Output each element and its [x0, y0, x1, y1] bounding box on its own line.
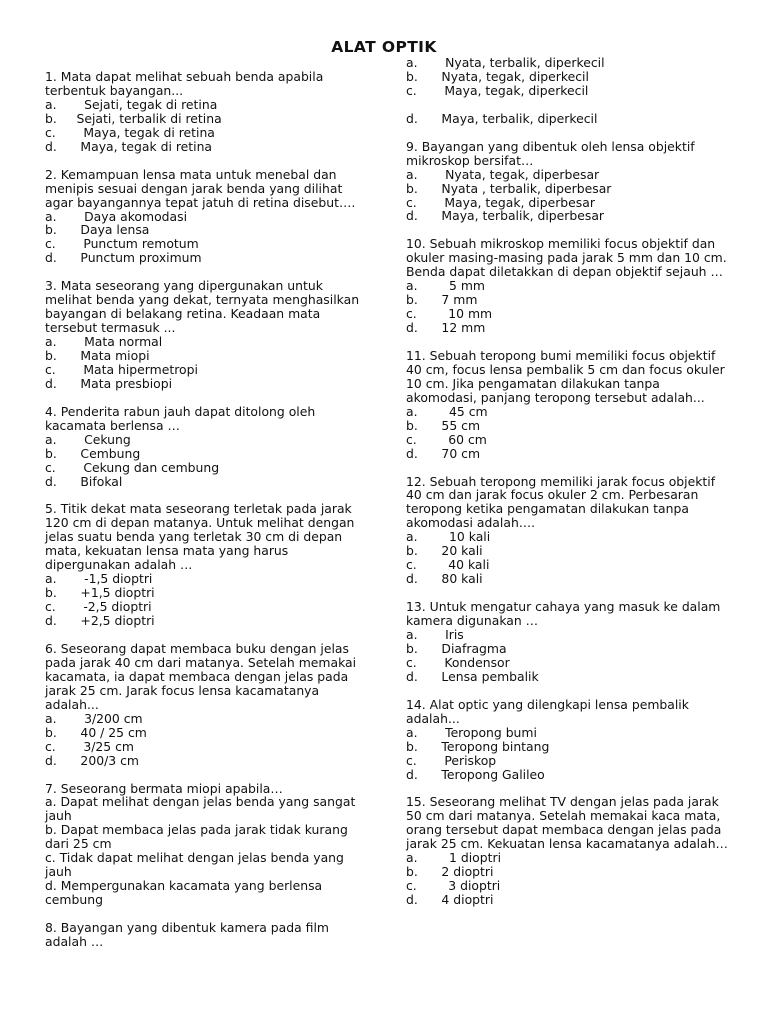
option-c: c. 60 cm	[406, 431, 487, 447]
question-6	[45, 642, 368, 768]
question-1	[45, 70, 368, 154]
question-8	[45, 921, 368, 949]
option-c: c. 10 mm	[406, 306, 493, 322]
option-d: d. Maya, terbalik, diperkecil	[406, 110, 598, 126]
option-d: d. Maya, tegak di retina	[45, 138, 213, 154]
option-c: c. Maya, tegak, diperbesar	[406, 194, 595, 210]
option-d: d. 4 dioptri	[406, 892, 494, 908]
option-b: b. 7 mm	[406, 292, 478, 308]
option-d: d. Bifokal	[45, 473, 123, 489]
question-14	[406, 698, 728, 782]
option-d: d. Lensa pembalik	[406, 668, 539, 684]
question-stem: 6. Seseorang dapat membaca buku dengan jelas pada jarak 40 cm dari matanya. Setelah memakai kacamata, ia dapat membaca dengan jelas pada jarak 25 cm. Jarak focus lensa kacamatanya adalah...	[45, 641, 357, 712]
option-a: a. 10 kali	[406, 529, 491, 545]
option-b: b. Sejati, terbalik di retina	[45, 110, 222, 126]
option-b: b. 40 / 25 cm	[45, 724, 147, 740]
option-d: d. Maya, terbalik, diperbesar	[406, 208, 605, 224]
option-b: b. Nyata , terbalik, diperbesar	[406, 180, 612, 196]
question-15	[406, 795, 728, 907]
option-c: c. Periskop	[406, 752, 497, 768]
option-b: b. Daya lensa	[45, 222, 150, 238]
option-a: a. Cekung	[45, 431, 131, 447]
option-d: d. Teropong Galileo	[406, 766, 545, 782]
question-stem: 12. Sebuah teropong memiliki jarak focus objektif 40 cm dan jarak focus okuler 2 cm. Perbesaran teropong ketika pengamatan dilakukan tanpa akomodasi adalah….	[406, 473, 716, 531]
option-a: a. Iris	[406, 626, 464, 642]
option-b: b. Nyata, tegak, diperkecil	[406, 68, 589, 84]
option-b: b. Diafragma	[406, 640, 507, 656]
option-b: b. 55 cm	[406, 417, 481, 433]
option-a: a. -1,5 dioptri	[45, 571, 153, 587]
question-11	[406, 349, 728, 461]
option-d: d. 200/3 cm	[45, 752, 139, 768]
option-a: a. Nyata, terbalik, diperkecil	[406, 55, 605, 70]
question-stem: 8. Bayangan yang dibentuk kamera pada film adalah …	[45, 920, 329, 949]
question-8-options	[406, 56, 728, 126]
option-c: c. Kondensor	[406, 654, 510, 670]
option-a: a. Mata normal	[45, 334, 163, 350]
option-c: c. Tidak dapat melihat dengan jelas benda yang jauh	[45, 850, 344, 880]
option-b: b. Cembung	[45, 445, 141, 461]
option-b: b. 20 kali	[406, 543, 483, 559]
question-4	[45, 405, 368, 489]
option-d: d. Punctum proximum	[45, 250, 202, 266]
left-column	[45, 70, 368, 963]
option-d: d. Mata presbiopi	[45, 375, 173, 391]
option-a: a. 1 dioptri	[406, 850, 502, 866]
option-a: a. Teropong bumi	[406, 724, 537, 740]
question-2	[45, 168, 368, 266]
option-a: a. Daya akomodasi	[45, 208, 188, 224]
option-a: a. Dapat melihat dengan jelas benda yang sangat jauh	[45, 794, 356, 824]
question-stem: 7. Seseorang bermata miopi apabila…	[45, 780, 283, 796]
option-c: c. Punctum remotum	[45, 236, 199, 252]
question-13	[406, 600, 728, 684]
question-stem: 13. Untuk mengatur cahaya yang masuk ke dalam kamera digunakan …	[406, 599, 721, 629]
option-c: c. 3/25 cm	[45, 738, 134, 754]
option-b: b. Teropong bintang	[406, 738, 550, 754]
question-stem: 15. Seseorang melihat TV dengan jelas pada jarak 50 cm dari matanya. Setelah memakai kaca mata, orang tersebut dapat membaca dengan jelas pada jarak 25 cm. Kekuatan lensa kacamatanya adalah…	[406, 794, 728, 852]
option-d: d. Mempergunakan kacamata yang berlensa cembung	[45, 878, 323, 908]
question-stem: 11. Sebuah teropong bumi memiliki focus objektif 40 cm, focus lensa pembalik 5 cm dan focus okuler 10 cm. Jika pengamatan dilakukan tanpa akomodasi, panjang teropong tersebut adalah...	[406, 347, 725, 405]
question-7	[45, 782, 368, 908]
option-c: c. Maya, tegak di retina	[45, 124, 215, 140]
option-a: a. Sejati, tegak di retina	[45, 96, 218, 112]
option-c: c. -2,5 dioptri	[45, 599, 152, 615]
question-12	[406, 475, 728, 587]
question-stem: 3. Mata seseorang yang dipergunakan untuk melihat benda yang dekat, ternyata menghasilkan bayangan di belakang retina. Keadaan mata tersebut termasuk ...	[45, 278, 360, 336]
question-stem: 5. Titik dekat mata seseorang terletak pada jarak 120 cm di depan matanya. Untuk melihat dengan jelas suatu benda yang terletak 30 cm di depan mata, kekuatan lensa mata yang harus dipergunakan adalah …	[45, 501, 355, 573]
option-b: b. Mata miopi	[45, 348, 150, 364]
question-stem: 10. Sebuah mikroskop memiliki focus objektif dan okuler masing-masing pada jarak 5 mm dan 10 cm. Benda dapat diletakkan di depan objektif sejauh …	[406, 236, 727, 280]
option-a: a. 45 cm	[406, 403, 488, 419]
option-d: d. +2,5 dioptri	[45, 613, 155, 629]
page-title: ALAT OPTIK	[331, 38, 437, 56]
question-9	[406, 140, 728, 224]
question-stem: 14. Alat optic yang dilengkapi lensa pembalik adalah...	[406, 696, 689, 726]
question-5	[45, 502, 368, 628]
option-b: b. Dapat membaca jelas pada jarak tidak kurang dari 25 cm	[45, 822, 348, 852]
question-stem: 4. Penderita rabun jauh dapat ditolong oleh kacamata berlensa …	[45, 403, 316, 433]
question-stem: 1. Mata dapat melihat sebuah benda apabila terbentuk bayangan...	[45, 69, 324, 98]
question-stem: 2. Kemampuan lensa mata untuk menebal dan menipis sesuai dengan jarak benda yang dilihat agar bayangannya tepat jatuh di retina disebut….	[45, 166, 356, 210]
option-d: d. 70 cm	[406, 445, 481, 461]
option-b: b. 2 dioptri	[406, 864, 494, 880]
option-a: a. 3/200 cm	[45, 710, 143, 726]
question-3	[45, 279, 368, 391]
option-c: c. Cekung dan cembung	[45, 459, 220, 475]
option-b: b. +1,5 dioptri	[45, 585, 155, 601]
option-c: c. Maya, tegak, diperkecil	[406, 82, 589, 98]
option-c: c. 40 kali	[406, 557, 490, 573]
option-c: c. 3 dioptri	[406, 878, 501, 894]
right-column	[406, 56, 728, 921]
option-c: c. Mata hipermetropi	[45, 361, 198, 377]
spacer	[406, 98, 728, 112]
option-a: a. Nyata, tegak, diperbesar	[406, 166, 600, 182]
option-a: a. 5 mm	[406, 278, 486, 294]
question-10	[406, 237, 728, 335]
question-stem: 9. Bayangan yang dibentuk oleh lensa objektif mikroskop bersifat…	[406, 138, 695, 168]
option-d: d. 80 kali	[406, 571, 483, 587]
option-d: d. 12 mm	[406, 320, 486, 336]
